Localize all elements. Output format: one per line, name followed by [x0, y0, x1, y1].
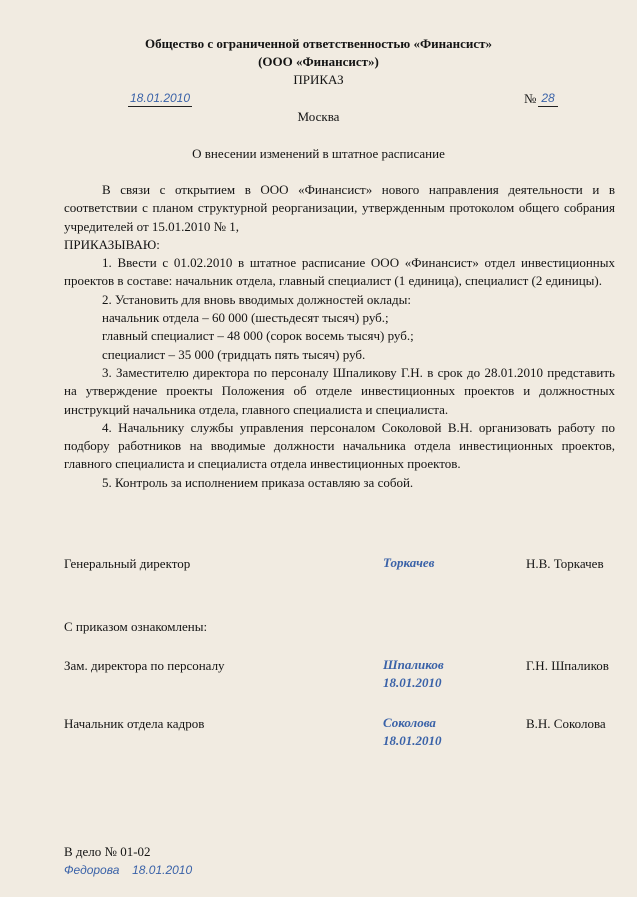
intro-paragraph: В связи с открытием в ООО «Финансист» нового направления деятельности и в соответствии с планом структурной реорганизации, утвержденным протоколом общего собрания учредителей от 15.01.2010 № 1, [64, 182, 615, 234]
signatory-name: Г.Н. Шпаликов [526, 658, 609, 673]
item-1: 1. Ввести с 01.02.2010 в штатное расписание ООО «Финансист» отдел инвестиционных проектов в составе: начальник отдела, главный специалист (1 единица), специалист (2 единицы). [64, 255, 615, 289]
number-label: № [524, 91, 537, 106]
signatory-name: В.Н. Соколова [526, 716, 606, 731]
file-note: В дело № 01-02 [64, 844, 151, 859]
director-name: Н.В. Торкачев [526, 556, 604, 571]
acquainted-label: С приказом ознакомлены: [64, 619, 208, 634]
item-2: 2. Установить для вновь вводимых должностей оклады: [102, 291, 411, 307]
signatory-date: 18.01.2010 [383, 675, 442, 690]
city: Москва [297, 109, 340, 124]
order-body [64, 181, 615, 492]
footer-signature: Федорова [64, 863, 120, 877]
order-number: 28 [538, 90, 558, 107]
signatory-position: Начальник отдела кадров [64, 716, 205, 731]
signatory-signature: Шпаликов [383, 657, 444, 672]
doc-type: ПРИКАЗ [293, 72, 344, 87]
org-short-name: (ООО «Финансист») [258, 54, 379, 69]
item-5: 5. Контроль за исполнением приказа оставляю за собой. [102, 474, 414, 490]
salary-chief: главный специалист – 48 000 (сорок восемь тысяч) руб.; [102, 328, 414, 344]
org-name: Общество с ограниченной ответственностью «Финансист» [144, 36, 493, 51]
item-3: 3. Заместителю директора по персоналу Шпаликову Г.Н. в срок до 28.01.2010 представить на утверждение проекты Положения об отделе инвестиционных проектов и должностных инструкций начальника отдела, главного специалиста и специалиста. [64, 364, 615, 417]
salary-head: начальник отдела – 60 000 (шестьдесят тысяч) руб.; [102, 310, 389, 326]
order-subject: О внесении изменений в штатное расписание [192, 146, 445, 161]
order-date: 18.01.2010 [129, 91, 191, 105]
item-4: 4. Начальнику службы управления персоналом Соколовой В.Н. организовать работу по подбору работников на вводимые должности начальника отдела инвестиционных проектов, главного специалиста и специалиста отдела инвестиционных проектов. [64, 419, 615, 472]
director-signature: Торкачев [383, 555, 435, 570]
director-position: Генеральный директор [64, 556, 191, 571]
footer-signature-line [64, 861, 192, 879]
footer-date: 18.01.2010 [132, 863, 193, 877]
salary-specialist: специалист – 35 000 (тридцать пять тысяч) руб. [102, 346, 366, 362]
order-word: ПРИКАЗЫВАЮ: [64, 236, 160, 252]
signatory-signature: Соколова [383, 715, 436, 730]
signatory-date: 18.01.2010 [383, 733, 442, 748]
signatory-position: Зам. директора по персоналу [64, 658, 225, 673]
